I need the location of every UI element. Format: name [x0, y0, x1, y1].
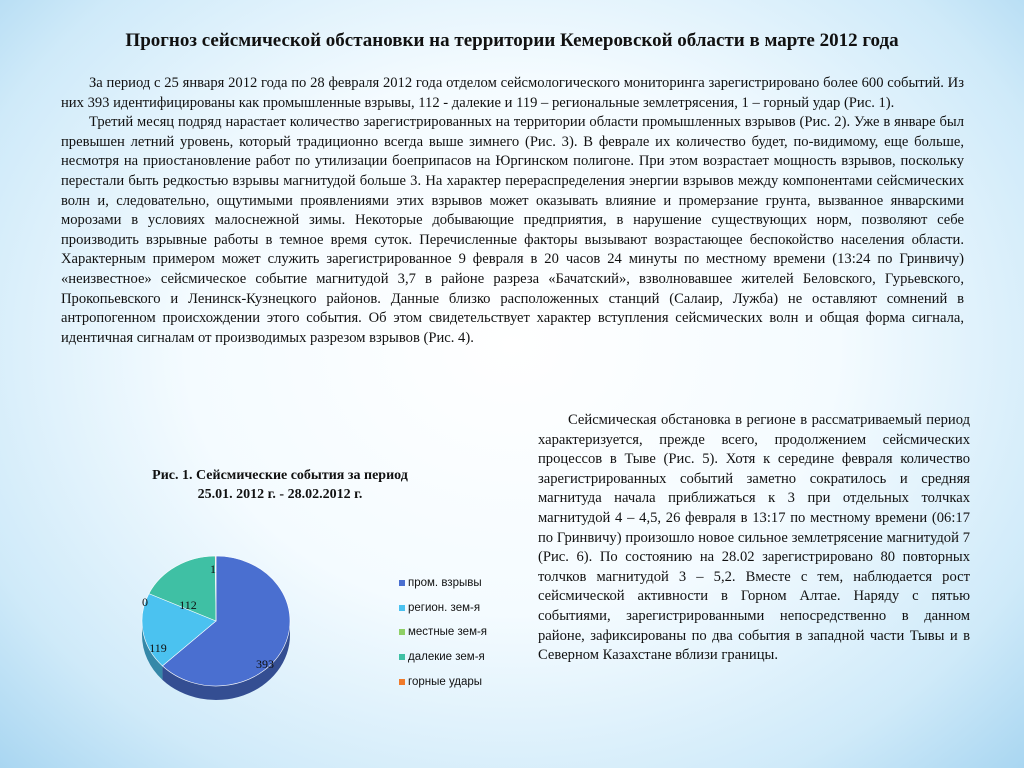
legend-item [399, 596, 529, 621]
page-title: Прогноз сейсмической обстановки на территории Кемеровской области в марте 2012 года [125, 30, 899, 51]
pie-data-label: 393 [256, 657, 274, 671]
pie-data-label: 119 [149, 641, 167, 655]
pie-chart [120, 550, 310, 715]
legend-label: далекие зем-я [408, 651, 485, 664]
side-text [538, 411, 970, 666]
paragraph-1: За период с 25 января 2012 года по 28 февраля 2012 года отделом сейсмологического мониторинга зарегистрировано более 600 событий. Из них 393 идентифицированы как промышленные взрывы, 112 - далекие и 119 – региональные землетрясения, 1 – горный удар (Рис. 1). [61, 75, 964, 111]
chart-legend [399, 571, 529, 694]
legend-item [399, 620, 529, 645]
main-text [61, 74, 964, 348]
pie-data-label: 1 [210, 562, 216, 576]
pie-data-label: 112 [179, 598, 197, 612]
legend-label: регион. зем-я [408, 601, 481, 614]
legend-swatch [399, 629, 405, 635]
legend-item [399, 669, 529, 694]
legend-swatch [399, 654, 405, 660]
chart-title-line: 25.01. 2012 г. - 28.02.2012 г. [197, 487, 363, 502]
pie-data-label: 0 [142, 595, 148, 609]
legend-swatch [399, 679, 405, 685]
side-paragraph: Сейсмическая обстановка в регионе в рассматриваемый период характеризуется, прежде всего, продолжением сейсмических процессов в Тыве (Рис. 5). Хотя к середине февраля количество зарегистрированных событий заметно сократилось и средняя магнитуда начала приближаться к 3 при отдельных толчках магнитудой 4 – 4,5, 26 февраля в 13:17 по местному времени (06:17 по Гринвичу) произошло новое сильное землетрясение магнитудой 7 (Рис. 6). По состоянию на 28.02 зарегистрировано 80 повторных толчков магнитудой 3 – 5,2. Вместе с тем, наблюдается рост сейсмической активности в Горном Алтае. Наряду с пятью событиями, зарегистрированными непосредственно в данном районе, зафиксированы по два события в западной части Тывы и в Северном Казахстане вблизи границы. [538, 412, 970, 664]
legend-label: горные удары [408, 675, 483, 688]
legend-item [399, 571, 529, 596]
legend-swatch [399, 605, 405, 611]
paragraph-2: Третий месяц подряд нарастает количество зарегистрированных на территории области промышленных взрывов (Рис. 2). Уже в январе был превышен летний уровень, который традиционно всегда выше зимнего (Рис. 3). В феврале их количество будет, по-видимому, еще больше, несмотря на приостановление работ по утилизации боеприпасов на Юргинском полигоне. При этом возрастает мощность взрывов, поскольку перестали быть редкостью взрывы магнитудой больше 3. На характер перераспределения энергии взрывов между компонентами сейсмических волн и, следовательно, ощутимыми проявлениями этих взрывов может оказывать влияние и промерзание грунта, вызванное январскими морозами в условиях малоснежной зимы. Некоторые добывающие предприятия, в нарушение существующих норм, позволяют себе производить взрывные работы в темное время суток. Перечисленные факторы вызывают возрастающее беспокойство населения области. Характерным примером может служить зарегистрированное 9 февраля в 20 часов 24 минуты по местному времени (13:24 по Гринвичу) «неизвестное» сейсмическое событие магнитудой 3,7 в районе разреза «Бачатский», взволновавшее жителей Беловского, Гурьевского, Прокопьевского и Ленинск-Кузнецкого районов. Данные близко расположенных станций (Салаир, Лужба) не оставляют сомнений в антропогенном происхождении этого события. Об этом свидетельствует характер вступления сейсмических волн и общая форма сигнала, идентичная сигналам от производимых разрезом взрывов (Рис. 4). [61, 114, 964, 346]
legend-label: местные зем-я [408, 626, 488, 639]
legend-swatch [399, 580, 405, 586]
legend-item [399, 645, 529, 670]
chart-title [95, 466, 465, 504]
legend-label: пром. взрывы [408, 577, 482, 590]
chart-title-line: Рис. 1. Сейсмические события за период [152, 468, 408, 483]
